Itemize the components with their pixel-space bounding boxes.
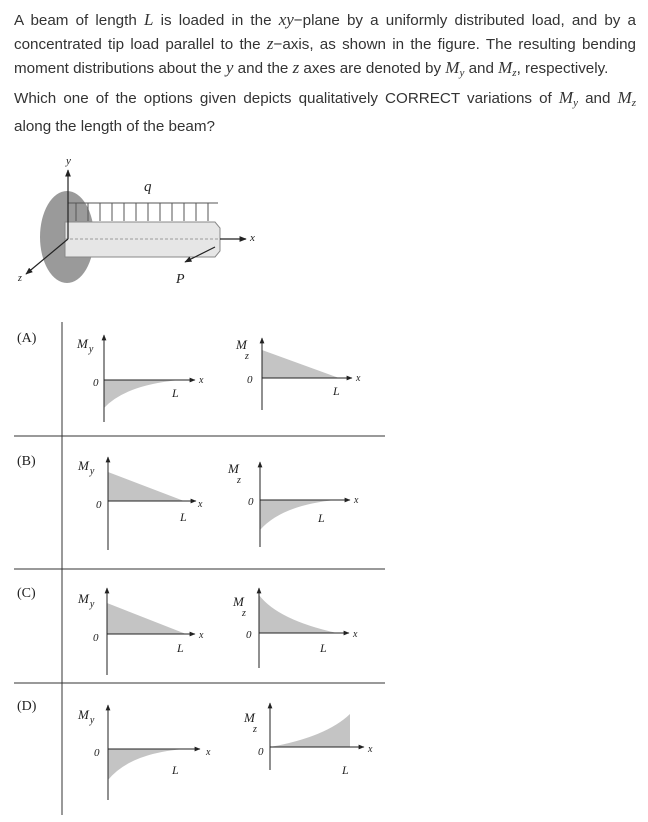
mz-zero: 0 [258, 746, 264, 758]
math-symbol: M [498, 58, 513, 78]
mz-zero: 0 [248, 496, 254, 508]
my-x: x [198, 499, 203, 510]
option-a [17, 331, 361, 422]
my-curve [107, 603, 186, 634]
mz-L: L [333, 384, 340, 398]
tip-load-P-label: P [176, 272, 185, 287]
option-label: (C) [17, 586, 36, 601]
math-symbol: M [558, 87, 574, 107]
text-run: along the length of the beam? [14, 117, 215, 135]
math-L: L [143, 10, 154, 29]
mz-zero: 0 [247, 374, 253, 386]
my-zero: 0 [93, 377, 99, 389]
my-curve [108, 472, 184, 501]
math-subscript: y [573, 96, 578, 109]
y-axis-label: y [66, 155, 71, 167]
text-run: and [464, 60, 499, 78]
my-L: L [172, 763, 179, 777]
math-y: y [225, 58, 234, 78]
text-run: and [577, 89, 618, 107]
option-label: (D) [17, 699, 37, 714]
my-x: x [199, 630, 204, 641]
mz-x: x [353, 629, 358, 640]
math-symbol: M [445, 58, 460, 78]
math-subscript: z [631, 96, 636, 109]
text-run: axes are denoted by [299, 60, 446, 78]
mz-curve [259, 595, 337, 633]
text-run: −axis, as shown in the figure. The resulting bending moment distributions about the [14, 36, 636, 78]
option-label: (A) [17, 331, 37, 346]
mz-label: M z [244, 710, 257, 735]
mz-L: L [342, 763, 349, 777]
math-subscript: y [459, 67, 465, 80]
text-run: , respectively. [516, 60, 609, 78]
my-L: L [177, 641, 184, 655]
option-c [17, 586, 358, 675]
mz-curve [270, 714, 350, 747]
my-zero: 0 [93, 632, 99, 644]
my-L: L [180, 510, 187, 524]
my-x: x [206, 747, 211, 758]
math-xy: xy [278, 10, 294, 29]
mz-x: x [354, 495, 359, 506]
text-run: A beam of length [14, 12, 144, 29]
my-L: L [172, 386, 179, 400]
my-label: $M_y$ [78, 458, 95, 477]
mz-x: x [356, 373, 361, 384]
mz-L: L [320, 641, 327, 655]
math-symbol: M [617, 87, 632, 107]
my-label: $M_y$ [78, 707, 95, 726]
text-run: −plane by a uniformly distributed load, and by a concentrated tip load parallel to the [14, 12, 636, 54]
mz-label: M z [233, 594, 246, 619]
my-curve [104, 380, 180, 408]
option-b [17, 454, 359, 550]
option-label: (B) [17, 454, 36, 469]
mz-x: x [368, 744, 373, 755]
option-d [17, 699, 373, 800]
x-axis-label: x [250, 232, 255, 244]
math-z: z [266, 34, 274, 54]
my-label: $M_y$ [77, 336, 94, 355]
mz-zero: 0 [246, 629, 252, 641]
text-run: is loaded in the [153, 12, 279, 29]
text-run: Which one of the options given depicts qualitatively CORRECT variations of [14, 89, 559, 107]
mz-curve [262, 350, 339, 378]
my-zero: 0 [94, 747, 100, 759]
my-label: $M_y$ [78, 591, 95, 610]
mz-L: L [318, 511, 325, 525]
math-subscript: z [512, 67, 517, 80]
mz-label: M z [236, 337, 249, 362]
z-axis-label: z [18, 273, 22, 284]
mz-label: M z [228, 461, 241, 486]
load-q-label: q [144, 179, 152, 195]
my-x: x [199, 375, 204, 386]
text-run: and the [233, 60, 293, 78]
my-zero: 0 [96, 499, 102, 511]
math-z: z [292, 58, 300, 78]
